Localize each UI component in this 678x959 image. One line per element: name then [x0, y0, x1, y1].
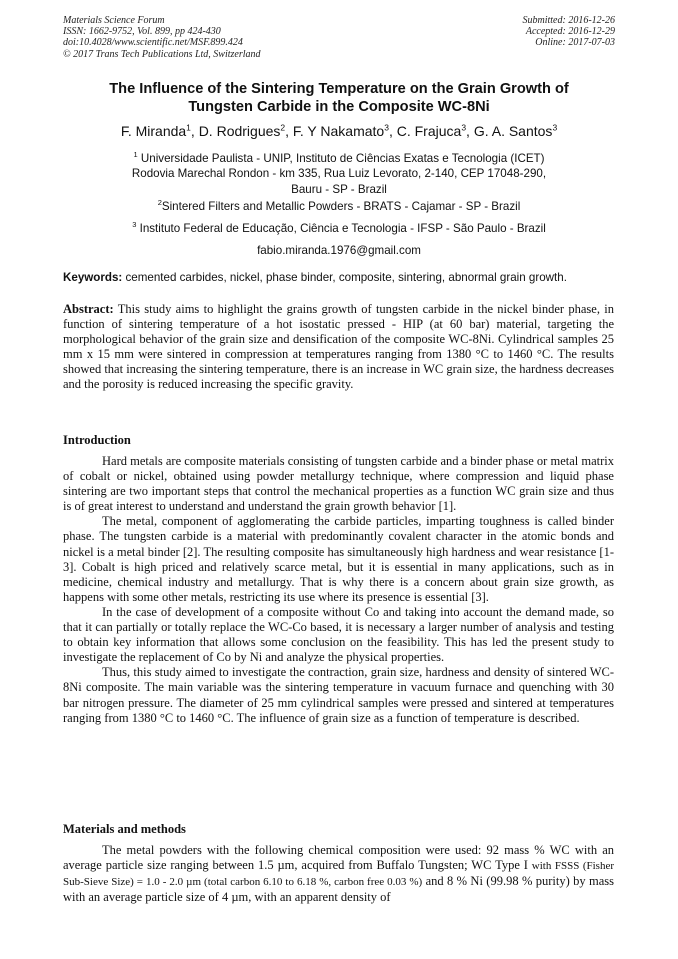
affiliation-city: Bauru - SP - Brazil: [291, 182, 387, 196]
affiliation-text: Instituto Federal de Educação, Ciência e Tecnologia - IFSP - São Paulo - Brazil: [139, 222, 546, 235]
author-affiliation-mark: 1: [186, 122, 191, 133]
author-name: F. Miranda: [120, 123, 187, 139]
author: [199, 123, 293, 139]
keywords-text: cemented carbides, nickel, phase binder, composite, sintering, abnormal grain growth.: [122, 271, 567, 284]
author-affiliation-mark: 2: [280, 122, 286, 133]
copyright-line: © 2017 Trans Tech Publications Ltd, Switzerland: [63, 48, 261, 60]
paragraph: Hard metals are composite materials consisting of tungsten carbide and a binder phase or metal matrix of cobalt or nickel, obtained using powder metallurgy technique, where compression and liquid phase sintering are two important steps that control the mechanical properties as a function WC grain size and thus is of great interest to understand and understand the grain growth behavior [1].: [63, 454, 614, 514]
paper-title: [60, 80, 618, 116]
abstract-label: Abstract:: [63, 302, 114, 316]
affiliation-1: [60, 151, 618, 197]
author-name: G. A. Santos: [473, 123, 553, 139]
affiliation-number: 3: [132, 220, 137, 230]
author-email[interactable]: fabio.miranda.1976@gmail.com: [257, 244, 421, 257]
author-name: D. Rodrigues: [198, 123, 281, 139]
section-heading-materials-methods: Materials and methods: [63, 822, 186, 836]
section-heading-introduction: Introduction: [63, 433, 131, 447]
author: [293, 123, 397, 139]
author-name: C. Frajuca: [396, 123, 462, 139]
paragraph: Thus, this study aimed to investigate the contraction, grain size, hardness and density of sintered WC-8Ni composite. The main variable was the sintering temperature in vacuum furnace and quenching with 30 bar nitrogen pressure. The diameter of 25 mm cylindrical samples were pressed and sintered at temperatures ranging from 1380 °C to 1460 °C. The influence of grain size as a function of temperature is described.: [63, 665, 614, 725]
author: [474, 123, 557, 139]
paragraph-text-small: with FSSS (Fisher Sub-Sieve Size) = 1.0 - 2.0 µm (total carbon 6.10 to 6.18 %, carbon free 0.03 %): [63, 860, 614, 889]
online-date: Online: 2017-07-03: [535, 37, 615, 49]
doi-line[interactable]: doi:10.4028/www.scientific.net/MSF.899.424: [63, 37, 243, 49]
author-separator: ,: [190, 123, 199, 139]
keywords: [63, 271, 619, 285]
paragraph: The metal, component of agglomerating the carbide particles, imparting toughness is called binder phase. The tungsten carbide is a material with predominantly covalent character in the atomic bonds and nickel is a metal binder [2]. The resulting composite has simultaneously high hardness and wear resistance [1-3]. Cobalt is high priced and relatively scarce metal, but it is essential in many applications, such as in medicine, chemical industry and metallurgy. That is why there is a concern about grain size growth, as happens with some other metals, restricting its use where its presence is essential [3].: [63, 514, 614, 604]
affiliation-address: Rodovia Marechal Rondon - km 335, Rua Luiz Levorato, 2-140, CEP 17048-290,: [131, 167, 547, 181]
paragraph: In the case of development of a composite without Co and taking into account the demand made, so that it can partially or totally replace the WC-Co based, it is necessary a larger number of analysis and testing to obtain key information that allows some conclusion on the feasibility. This has led the present study to investigate the replacement of Co by Ni and analyze the physical properties.: [63, 604, 614, 665]
journal-header-left: [63, 15, 261, 60]
introduction-body: [63, 454, 614, 726]
author-list: [40, 122, 638, 140]
affiliation-text: Sintered Filters and Metallic Powders - BRATS - Cajamar - SP - Brazil: [161, 200, 521, 213]
author-affiliation-mark: 3: [552, 122, 558, 133]
author: [121, 123, 199, 139]
keywords-label: Keywords:: [63, 271, 123, 284]
author-separator: ,: [466, 123, 474, 139]
accepted-date: Accepted: 2016-12-29: [525, 26, 615, 38]
paragraph-text: and 8 % Ni (99.98 % purity) by mass with an average particle size of 4 µm, with an apparent density of: [63, 874, 614, 905]
affiliation-3: [60, 221, 618, 236]
author-affiliation-mark: 3: [384, 122, 389, 133]
author-separator: ,: [285, 123, 293, 139]
journal-name: Materials Science Forum: [63, 15, 165, 26]
submitted-date: Submitted: 2016-12-26: [522, 15, 615, 26]
affiliation-number: 1: [133, 150, 138, 160]
author: [397, 123, 474, 139]
affiliation-text: Universidade Paulista - UNIP, Instituto de Ciências Exatas e Tecnologia (ICET): [140, 152, 545, 165]
author-separator: ,: [388, 123, 397, 139]
abstract-text: This study aims to highlight the grains growth of tungsten carbide in the nickel binder phase, in function of sintering temperature of a hot isostatic pressed - HIP (at 60 bar) material, targeting the morphological behavior of the grain size and densification of the composite WC-8Ni. Cylindrical samples 25 mm x 15 mm were sintered in compression at temperatures ranging from 1380 °C to 1460 °C. The results showed that increasing the sintering temperature, there is an increase in WC grain size, the hardness decreases and the porosity is reduced increasing the specific gravity.: [63, 302, 614, 392]
materials-methods-body: [63, 843, 614, 905]
journal-header-right: [523, 15, 616, 49]
issn-line: ISSN: 1662-9752, Vol. 899, pp 424-430: [63, 26, 221, 38]
title-line-1: The Influence of the Sintering Temperature on the Grain Growth of: [109, 81, 569, 97]
affiliation-2: [60, 199, 618, 214]
title-line-2: Tungsten Carbide in the Composite WC-8Ni: [188, 99, 490, 115]
author-name: F. Y Nakamato: [292, 123, 385, 139]
affiliation-number: 2: [157, 198, 162, 208]
paragraph: [63, 843, 614, 905]
author-affiliation-mark: 3: [461, 122, 467, 133]
paragraph-text: The metal powders with the following chemical composition were used: 92 mass % WC with an average particle size ranging between 1.5 µm, acquired from Buffalo Tungsten; WC Type I: [63, 843, 614, 873]
abstract: [63, 302, 614, 393]
